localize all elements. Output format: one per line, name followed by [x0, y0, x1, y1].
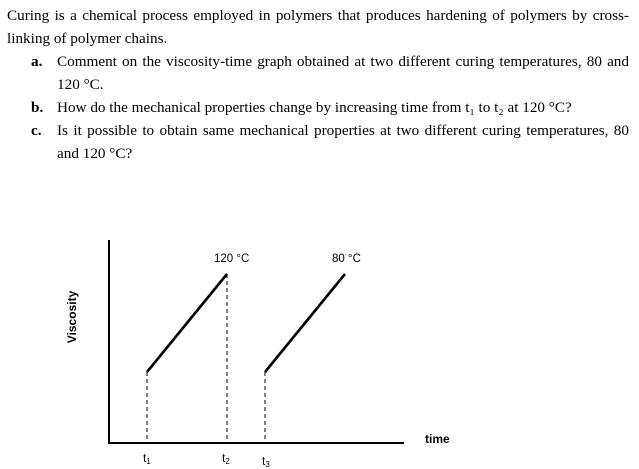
curve-label-120c: 120 °C [214, 253, 250, 265]
question-letter: c. [31, 122, 42, 139]
tick-label-t3: t3 [262, 454, 270, 469]
question-text-a: Comment on the viscosity-time graph obtained at two different curing temperatures, 80 and 120 °C. [57, 53, 629, 93]
question-text-b: How do the mechanical properties change by increasing time from t₁ to t₂ at 120 °C? [57, 99, 572, 116]
question-letter: a. [31, 53, 43, 70]
y-axis-label: Viscosity [65, 290, 79, 344]
question-text-c: Is it possible to obtain same mechanical properties at two different curing temperatures, 80 and 120 °C? [57, 122, 629, 162]
intro-paragraph: Curing is a chemical process employed in polymers that produces hardening of polymers by cross-linking of polymer chains. [7, 7, 629, 47]
curve-120c [147, 274, 227, 372]
tick-label-t1: t1 [143, 451, 151, 466]
curve-80c [265, 274, 345, 372]
tick-label-t2: t2 [222, 451, 230, 466]
curve-label-80c: 80 °C [332, 253, 361, 265]
question-letter: b. [31, 99, 44, 116]
x-axis-label: time [425, 432, 450, 446]
